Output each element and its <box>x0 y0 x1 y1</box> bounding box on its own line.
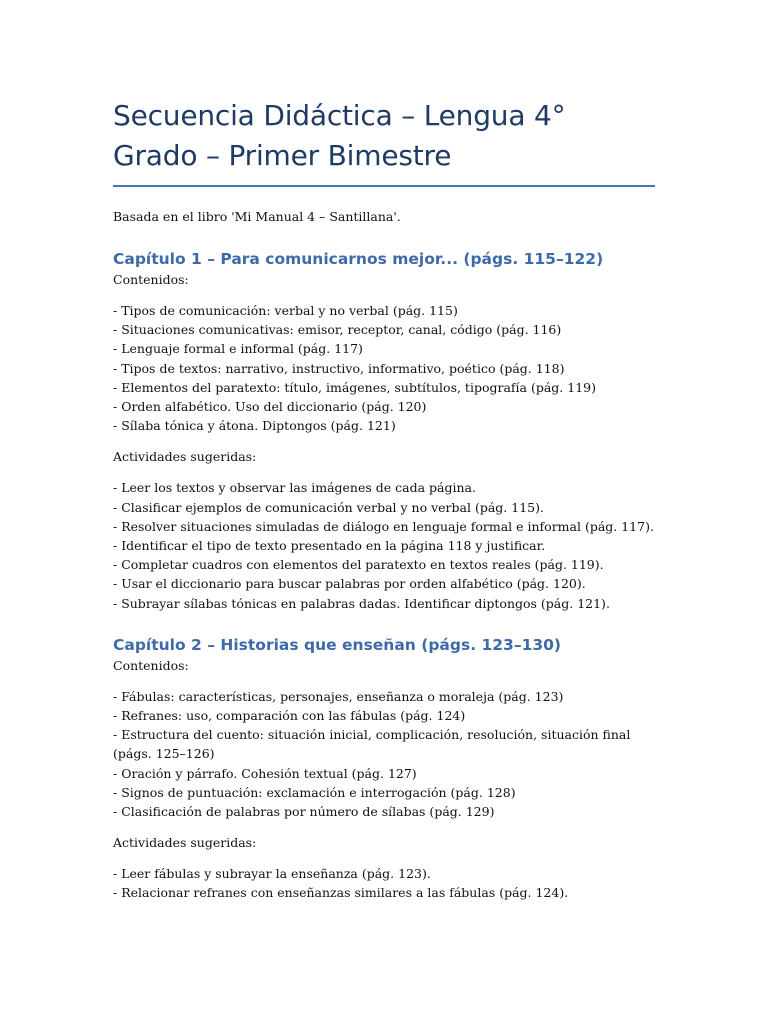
list-item: - Elementos del paratexto: título, imágenes, subtítulos, tipografía (pág. 119) <box>113 379 596 395</box>
chapter-1-heading: Capítulo 1 – Para comunicarnos mejor... (págs. 115–122) <box>113 250 604 268</box>
list-item: - Estructura del cuento: situación inicial, complicación, resolución, situación final (págs. 125–126) <box>113 727 631 762</box>
chapter-1-section <box>113 248 655 613</box>
list-item: - Completar cuadros con elementos del paratexto en textos reales (pág. 119). <box>113 557 604 573</box>
list-item: - Tipos de comunicación: verbal y no verbal (pág. 115) <box>113 303 458 318</box>
chapter-2-section <box>113 634 655 903</box>
list-item: - Orden alfabético. Uso del diccionario (pág. 120) <box>113 399 427 415</box>
list-item: - Refranes: uso, comparación con las fábulas (pág. 124) <box>113 708 466 724</box>
chapter-2-activities-label: Actividades sugeridas: <box>113 835 257 851</box>
chapter-2-contents-label: Contenidos: <box>113 657 189 673</box>
document-title: Secuencia Didáctica – Lengua 4° Grado – Primer Bimestre <box>113 99 566 172</box>
chapter-2-activities-list <box>113 864 655 902</box>
chapter-1-contents-label: Contenidos: <box>113 272 189 287</box>
chapter-2-heading: Capítulo 2 – Historias que enseñan (págs. 123–130) <box>113 635 562 654</box>
list-item: - Clasificación de palabras por número de sílabas (pág. 129) <box>113 804 495 820</box>
list-item: - Tipos de textos: narrativo, instructivo, informativo, poético (pág. 118) <box>113 360 565 376</box>
chapter-1-activities-label: Actividades sugeridas: <box>113 449 257 465</box>
chapter-2-contents-list <box>113 687 655 821</box>
intro-text: Basada en el libro 'Mi Manual 4 – Santillana'. <box>113 209 401 224</box>
title-underline <box>113 185 655 187</box>
list-item: - Signos de puntuación: exclamación e interrogación (pág. 128) <box>113 784 516 800</box>
list-item: - Sílaba tónica y átona. Diptongos (pág. 121) <box>113 418 396 434</box>
list-item: - Situaciones comunicativas: emisor, receptor, canal, código (pág. 116) <box>113 322 562 338</box>
list-item: - Resolver situaciones simuladas de diálogo en lenguaje formal e informal (pág. 117). <box>113 518 654 534</box>
list-item: - Relacionar refranes con enseñanzas similares a las fábulas (pág. 124). <box>113 885 569 901</box>
list-item: - Identificar el tipo de texto presentado en la página 118 y justificar. <box>113 538 546 554</box>
list-item: - Leer fábulas y subrayar la enseñanza (pág. 123). <box>113 866 431 882</box>
list-item: - Subrayar sílabas tónicas en palabras dadas. Identificar diptongos (pág. 121). <box>113 595 610 611</box>
list-item: - Clasificar ejemplos de comunicación verbal y no verbal (pág. 115). <box>113 499 544 515</box>
chapter-1-contents-list <box>113 301 655 435</box>
list-item: - Fábulas: características, personajes, enseñanza o moraleja (pág. 123) <box>113 688 564 704</box>
list-item: - Usar el diccionario para buscar palabras por orden alfabético (pág. 120). <box>113 576 586 592</box>
list-item: - Oración y párrafo. Cohesión textual (pág. 127) <box>113 765 417 781</box>
list-item: - Leer los textos y observar las imágenes de cada página. <box>113 480 476 496</box>
list-item: - Lenguaje formal e informal (pág. 117) <box>113 341 363 357</box>
chapter-1-activities-list <box>113 478 655 612</box>
